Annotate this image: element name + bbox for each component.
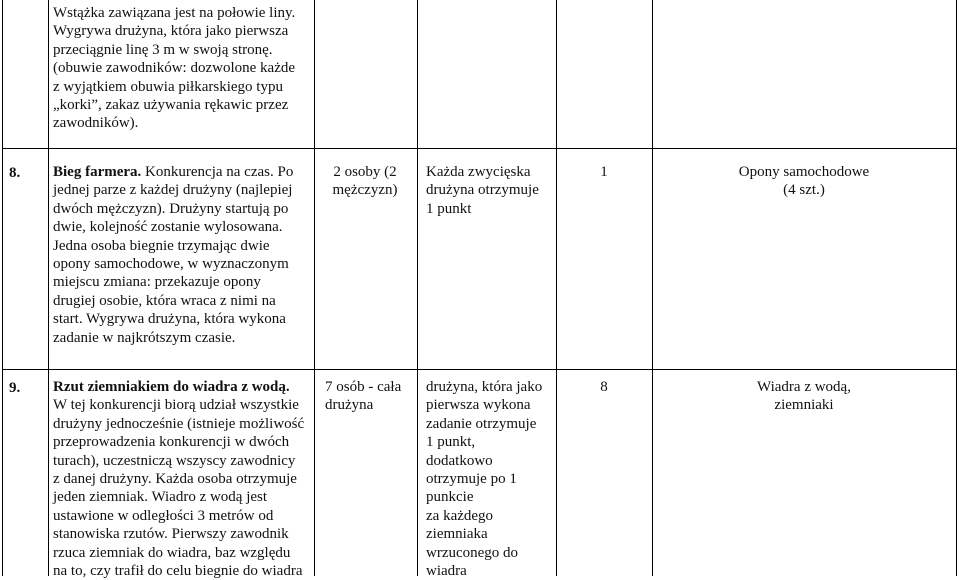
row9-points: drużyna, która jako pierwsza wykona zadanie otrzymuje 1 punkt, dodatkowo otrzymuje po 1 punkcie za każdego ziemniaka wrzuconego do wiadra xyxy=(426,379,543,580)
row8-participants: 2 osoby (2 mężczyzn) xyxy=(332,164,398,199)
row8-title: Bieg farmera. xyxy=(53,164,142,180)
row8-number: 8. xyxy=(9,165,21,181)
table-border-left xyxy=(2,0,3,576)
row8-points: Każda zwycięska drużyna otrzymuje 1 punkt xyxy=(426,164,539,217)
column-divider-5 xyxy=(652,0,653,576)
row9-equipment: Wiadra z wodą, ziemniaki xyxy=(757,379,851,414)
row8-description xyxy=(53,163,313,347)
column-divider-2 xyxy=(314,0,315,576)
row9-participants: 7 osób - cała drużyna xyxy=(325,379,402,414)
row9-number: 9. xyxy=(9,380,21,396)
row9-quantity: 8 xyxy=(600,379,608,395)
row9-title: Rzut ziemniakiem do wiadra z wodą. xyxy=(53,379,290,395)
row9-description-text: W tej konkurencji biorą udział wszystkie drużyny jednocześnie (istnieje możliwość przeprowadzenia konkurencji w dwóch turach), uczestniczą wszyscy zawodnicy z danej drużyny. Każda osoba otrzymuje jeden ziemniak. Wiadro z wodą jest ustawione w odległości 3 metrów od stanowiska rzutów. Pierwszy zawodnik rzuca ziemniak do wiadra, baz względu na to, czy trafił do celu biegnie do wiadra xyxy=(53,397,305,580)
row-continued-description: Wstążka zawiązana jest na połowie liny. Wygrywa drużyna, która jako pierwsza przeciągnie linę 3 m w swoją stronę. (obuwie zawodników: dozwolone każde z wyjątkiem obuwia piłkarskiego typu „korki”, zakaz używania rękawic przez zawodników). xyxy=(53,5,296,132)
row8-description-text: Konkurencja na czas. Po jednej parze z każdej drużyny (najlepiej dwóch mężczyzn). Drużyny startują po dwie, kolejność zostanie wylosowana. Jedna osoba biegnie trzymając dwie opony samochodowe, w wyznaczonym miejscu zmiana: przekazuje opony drugiej osobie, która wraca z nimi na start. Wygrywa drużyna, która wykona zadanie w najkrótszym czasie. xyxy=(53,164,294,346)
row-divider-1 xyxy=(2,148,957,149)
column-divider-3 xyxy=(417,0,418,576)
table-border-right xyxy=(956,0,957,576)
row-divider-2 xyxy=(2,369,957,370)
column-divider-1 xyxy=(48,0,49,576)
row8-quantity: 1 xyxy=(600,164,608,180)
row9-description xyxy=(53,378,313,580)
row8-equipment: Opony samochodowe (4 szt.) xyxy=(738,164,870,199)
column-divider-4 xyxy=(556,0,557,576)
